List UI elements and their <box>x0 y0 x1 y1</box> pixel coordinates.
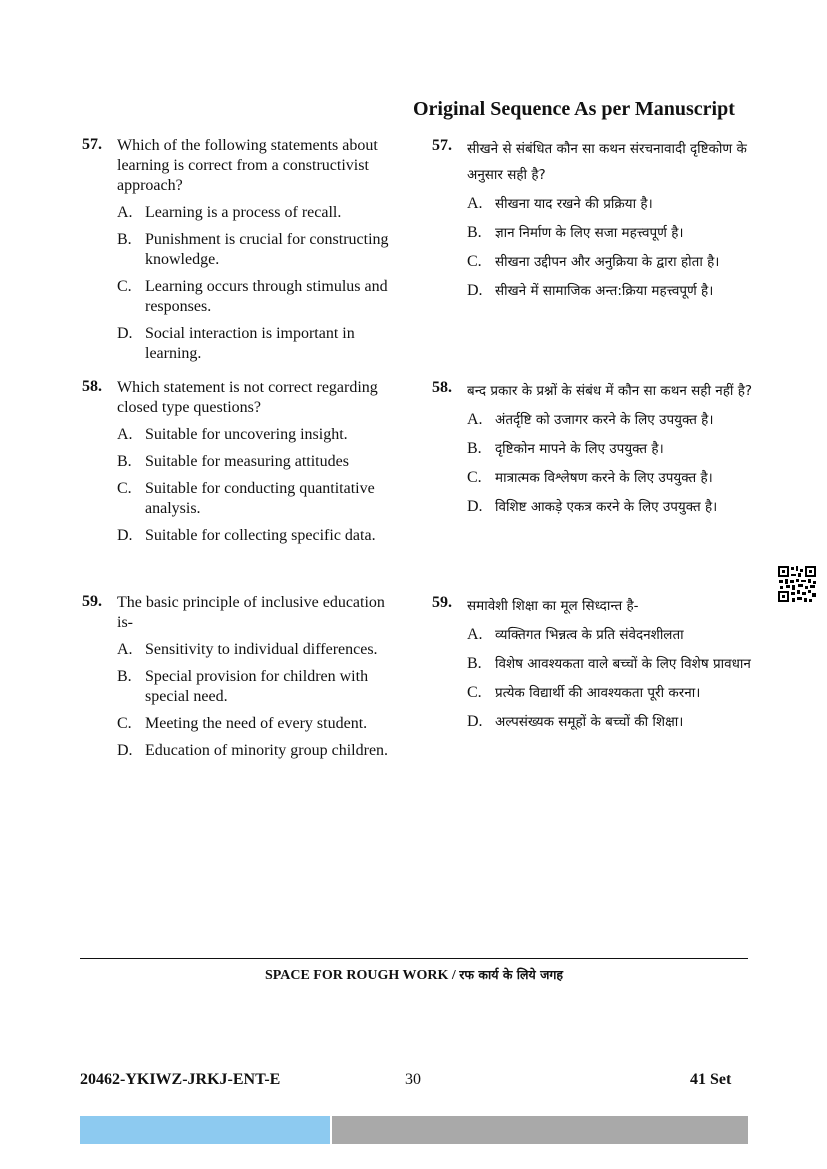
option-text: मात्रात्मक विश्लेषण करने के लिए उपयुक्त है। <box>495 470 713 486</box>
option-label: D. <box>117 325 133 342</box>
question-number: 57. <box>432 137 452 154</box>
footer-bar-left <box>80 1116 330 1144</box>
question-text: The basic principle of inclusive education is- <box>117 594 385 631</box>
option <box>117 714 402 734</box>
option-label: B. <box>467 224 482 241</box>
question-58-en <box>82 378 402 546</box>
option <box>117 277 402 317</box>
option <box>467 407 762 433</box>
question-59-hi <box>432 593 762 735</box>
option-text: Meeting the need of every student. <box>145 715 368 732</box>
question-number: 58. <box>82 378 102 395</box>
option-text: सीखने में सामाजिक अन्त:क्रिया महत्त्वपूर्ण है। <box>495 283 714 299</box>
question-57-en <box>82 136 402 364</box>
option <box>467 465 762 491</box>
option <box>467 494 762 520</box>
option-text: Suitable for measuring attitudes <box>145 453 349 470</box>
option-label: B. <box>117 668 132 685</box>
option-label: A. <box>467 626 483 643</box>
question-58-hi <box>432 378 762 520</box>
option <box>117 741 402 761</box>
option-label: A. <box>117 426 133 443</box>
option-label: B. <box>117 231 132 248</box>
option-label: A. <box>117 204 133 221</box>
option-label: D. <box>467 713 483 730</box>
option <box>117 324 402 364</box>
option <box>467 191 762 217</box>
question-number: 58. <box>432 379 452 396</box>
option <box>467 436 762 462</box>
option-label: A. <box>467 195 483 212</box>
question-text: समावेशी शिक्षा का मूल सिध्दान्त है- <box>467 598 639 614</box>
option <box>467 709 762 735</box>
option-label: D. <box>467 498 483 515</box>
option-text: सीखना उद्दीपन और अनुक्रिया के द्वारा होता है। <box>495 254 720 270</box>
option-text: दृष्टिकोन मापने के लिए उपयुक्त है। <box>495 441 664 457</box>
option-text: Learning occurs through stimulus and responses. <box>145 278 388 315</box>
option-label: D. <box>117 742 133 759</box>
option <box>117 230 402 270</box>
booklet-code: 20462-YKIWZ-JRKJ-ENT-E <box>80 1071 281 1088</box>
option-text: Suitable for uncovering insight. <box>145 426 348 443</box>
question-59-en <box>82 593 402 761</box>
option-text: व्यक्तिगत भिन्नत्व के प्रति संवेदनशीलता <box>495 627 684 643</box>
set-number: 41 Set <box>690 1071 732 1088</box>
option-label: C. <box>117 480 132 497</box>
option-label: C. <box>467 253 482 270</box>
option <box>467 622 762 648</box>
qr-code-icon <box>777 565 817 603</box>
option <box>467 249 762 275</box>
option <box>117 640 402 660</box>
option-text: ज्ञान निर्माण के लिए सजा महत्त्वपूर्ण है। <box>495 225 684 241</box>
option-text: Special provision for children with special need. <box>145 668 369 705</box>
option-text: प्रत्येक विद्यार्थी की आवश्यकता पूरी करना। <box>495 685 701 701</box>
question-text: Which statement is not correct regarding closed type questions? <box>117 379 378 416</box>
divider <box>80 958 748 959</box>
option-text: Suitable for conducting quantitative analysis. <box>145 480 375 517</box>
option-label: A. <box>117 641 133 658</box>
footer-bar-right <box>332 1116 748 1144</box>
question-text: Which of the following statements about learning is correct from a constructivist approach? <box>117 137 378 194</box>
rough-work-hindi: रफ कार्य के लिये जगह <box>459 967 564 982</box>
option <box>117 479 402 519</box>
option-label: C. <box>467 469 482 486</box>
option-label: B. <box>467 440 482 457</box>
option <box>117 203 402 223</box>
option-text: अल्पसंख्यक समूहों के बच्चों की शिक्षा। <box>495 714 684 730</box>
option-text: Suitable for collecting specific data. <box>145 527 376 544</box>
page-title: Original Sequence As per Manuscript <box>413 98 735 120</box>
option-label: D. <box>467 282 483 299</box>
rough-work-english: SPACE FOR ROUGH WORK / <box>264 968 460 983</box>
question-number: 59. <box>432 594 452 611</box>
option <box>117 452 402 472</box>
option-label: C. <box>117 715 132 732</box>
question-text: बन्द प्रकार के प्रश्नों के संबंध में कौन सा कथन सही नहीं है? <box>467 383 753 399</box>
option <box>467 278 762 304</box>
option <box>117 526 402 546</box>
option-label: C. <box>467 684 482 701</box>
option-label: A. <box>467 411 483 428</box>
option-label: B. <box>467 655 482 672</box>
rough-work-label <box>80 966 748 984</box>
option <box>467 220 762 246</box>
option-text: अंतर्दृष्टि को उजागर करने के लिए उपयुक्त है। <box>495 412 714 428</box>
option <box>467 651 762 677</box>
option-text: विशेष आवश्यकता वाले बच्चों के लिए विशेष प्रावधान <box>495 656 751 672</box>
option-text: Learning is a process of recall. <box>145 204 342 221</box>
option <box>467 680 762 706</box>
option-label: B. <box>117 453 132 470</box>
question-57-hi <box>432 136 762 304</box>
question-number: 59. <box>82 593 102 610</box>
option <box>117 425 402 445</box>
option-text: सीखना याद रखने की प्रक्रिया है। <box>495 196 653 212</box>
option-label: C. <box>117 278 132 295</box>
page-number: 30 <box>405 1071 421 1088</box>
option-text: Education of minority group children. <box>145 742 389 759</box>
option-text: विशिष्ट आकड़े एकत्र करने के लिए उपयुक्त है। <box>495 499 718 515</box>
option-text: Punishment is crucial for constructing knowledge. <box>145 231 389 268</box>
question-text: सीखने से संबंधित कौन सा कथन संरचनावादी दृष्टिकोण के अनुसार सही है? <box>467 141 747 183</box>
option-label: D. <box>117 527 133 544</box>
question-number: 57. <box>82 136 102 153</box>
option <box>117 667 402 707</box>
option-text: Sensitivity to individual differences. <box>145 641 378 658</box>
option-text: Social interaction is important in learning. <box>145 325 355 362</box>
